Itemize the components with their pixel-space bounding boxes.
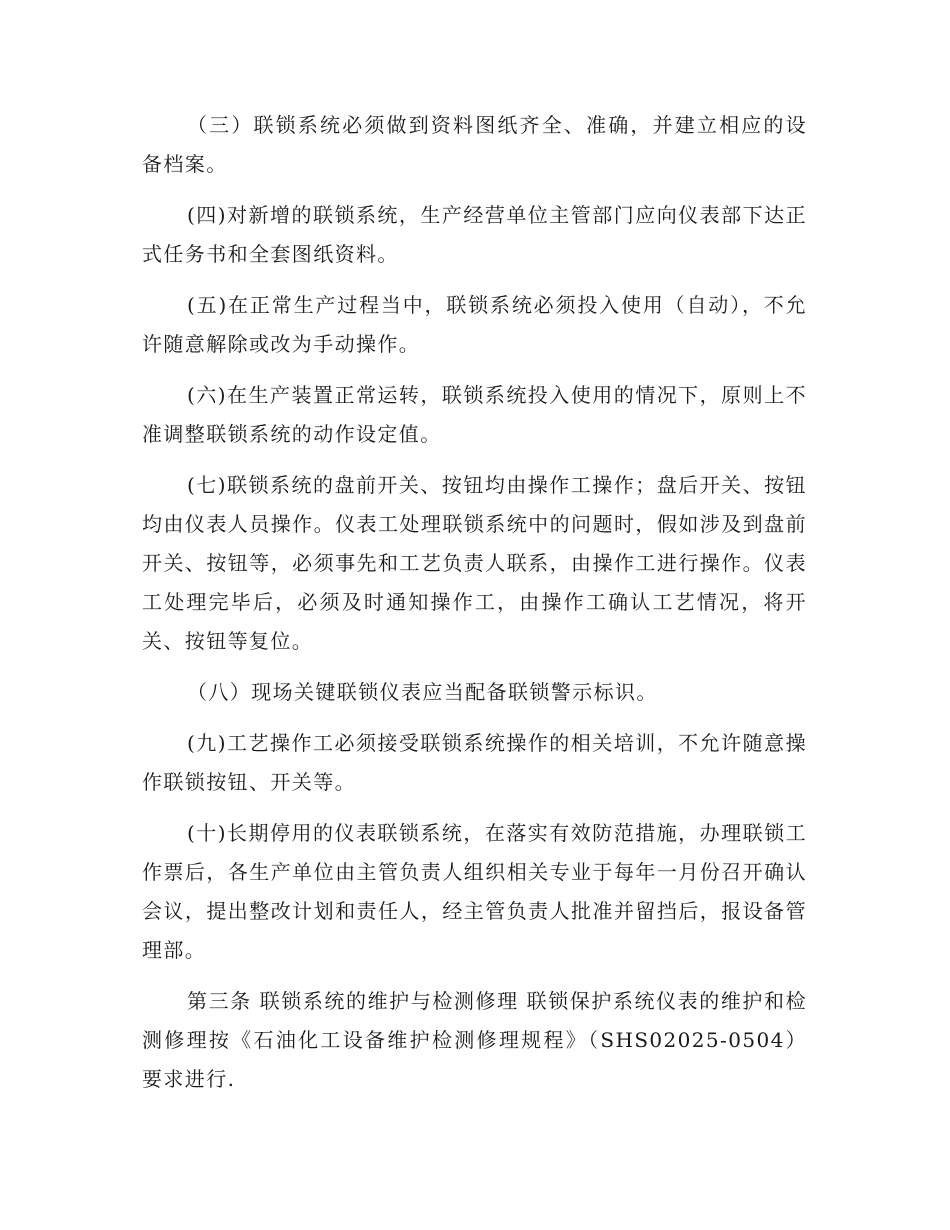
article-3-paragraph: 第三条 联锁系统的维护与检测修理 联锁保护系统仪表的维护和检测修理按《石油化工设备维护检测修理规程》（SHS02025-0504）要求进行. [142, 989, 807, 1091]
paragraph-6: (六)在生产装置正常运转，联锁系统投入使用的情况下，原则上不准调整联锁系统的动作设定值。 [142, 383, 807, 446]
document-page [142, 106, 807, 1111]
paragraph-5: (五)在正常生产过程当中，联锁系统必须投入使用（自动），不允许随意解除或改为手动操作。 [142, 293, 807, 356]
paragraph-10: (十)长期停用的仪表联锁系统，在落实有效防范措施，办理联锁工作票后，各生产单位由主管负责人组织相关专业于每年一月份召开确认会议，提出整改计划和责任人，经主管负责人批准并留挡后，报设备管理部。 [142, 821, 807, 962]
paragraph-9: (九)工艺操作工必须接受联锁系统操作的相关培训，不允许随意操作联锁按钮、开关等。 [142, 731, 807, 794]
paragraph-7: (七)联锁系统的盘前开关、按钮均由操作工操作；盘后开关、按钮均由仪表人员操作。仪表工处理联锁系统中的问题时，假如涉及到盘前开关、按钮等，必须事先和工艺负责人联系，由操作工进行操作。仪表工处理完毕后，必须及时通知操作工，由操作工确认工艺情况，将开关、按钮等复位。 [142, 473, 807, 653]
paragraph-8: （八）现场关键联锁仪表应当配备联锁警示标识。 [187, 680, 658, 704]
paragraph-3: （三）联锁系统必须做到资料图纸齐全、准确，并建立相应的设备档案。 [142, 113, 807, 176]
paragraph-4: (四)对新增的联锁系统，生产经营单位主管部门应向仪表部下达正式任务书和全套图纸资料。 [142, 203, 807, 266]
